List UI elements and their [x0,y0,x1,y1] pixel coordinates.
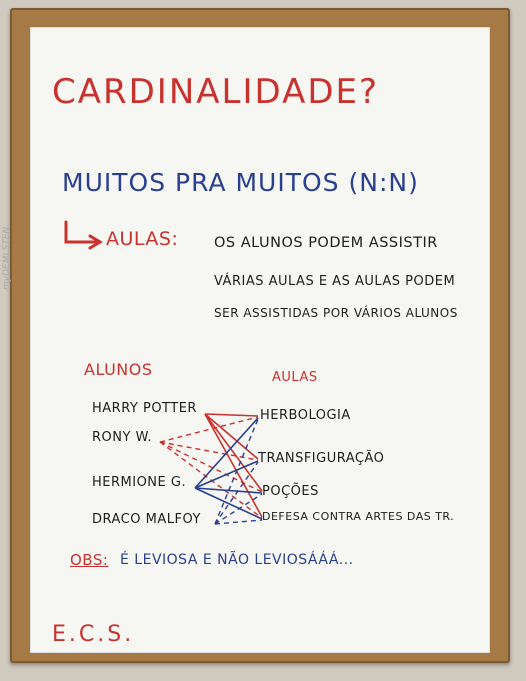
explanation-line-2: VÁRIAS AULAS E AS AULAS PODEM [214,274,456,289]
obs-label: OBS: [70,551,109,569]
connection-line [215,494,262,524]
connection-line [205,414,258,459]
aluno-item: HARRY POTTER [92,401,197,416]
connection-line [160,442,258,460]
aula-item: TRANSFIGURAÇÃO [258,451,385,466]
explanation-line-1: OS ALUNOS PODEM ASSISTIR [214,235,438,251]
aluno-item: DRACO MALFOY [92,512,201,527]
aula-item: POÇÕES [262,484,319,499]
aula-item: HERBOLOGIA [260,408,351,423]
connection-line [195,418,258,488]
aulas-header: AULAS [272,370,318,385]
alunos-header: ALUNOS [84,360,153,379]
connection-line [205,414,258,416]
connection-line [160,442,262,518]
frame-brand-label: myDEMLSTEN [2,226,12,290]
signature: E.C.S. [52,622,135,647]
aula-item: DEFESA CONTRA ARTES DAS TR. [262,510,455,523]
aluno-item: HERMIONE G. [92,475,187,490]
connection-line [215,520,262,524]
aluno-item: RONY W. [92,430,153,445]
obs-text: É LEVIOSA E NÃO LEVIOSÁÁÁ... [120,552,354,568]
explanation-line-3: SER ASSISTIDAS POR VÁRIOS ALUNOS [214,306,458,320]
relationship-type: MUITOS PRA MUITOS (N:N) [62,168,419,197]
arrow-label: AULAS: [106,228,179,250]
board-title: CARDINALIDADE? [52,72,380,112]
